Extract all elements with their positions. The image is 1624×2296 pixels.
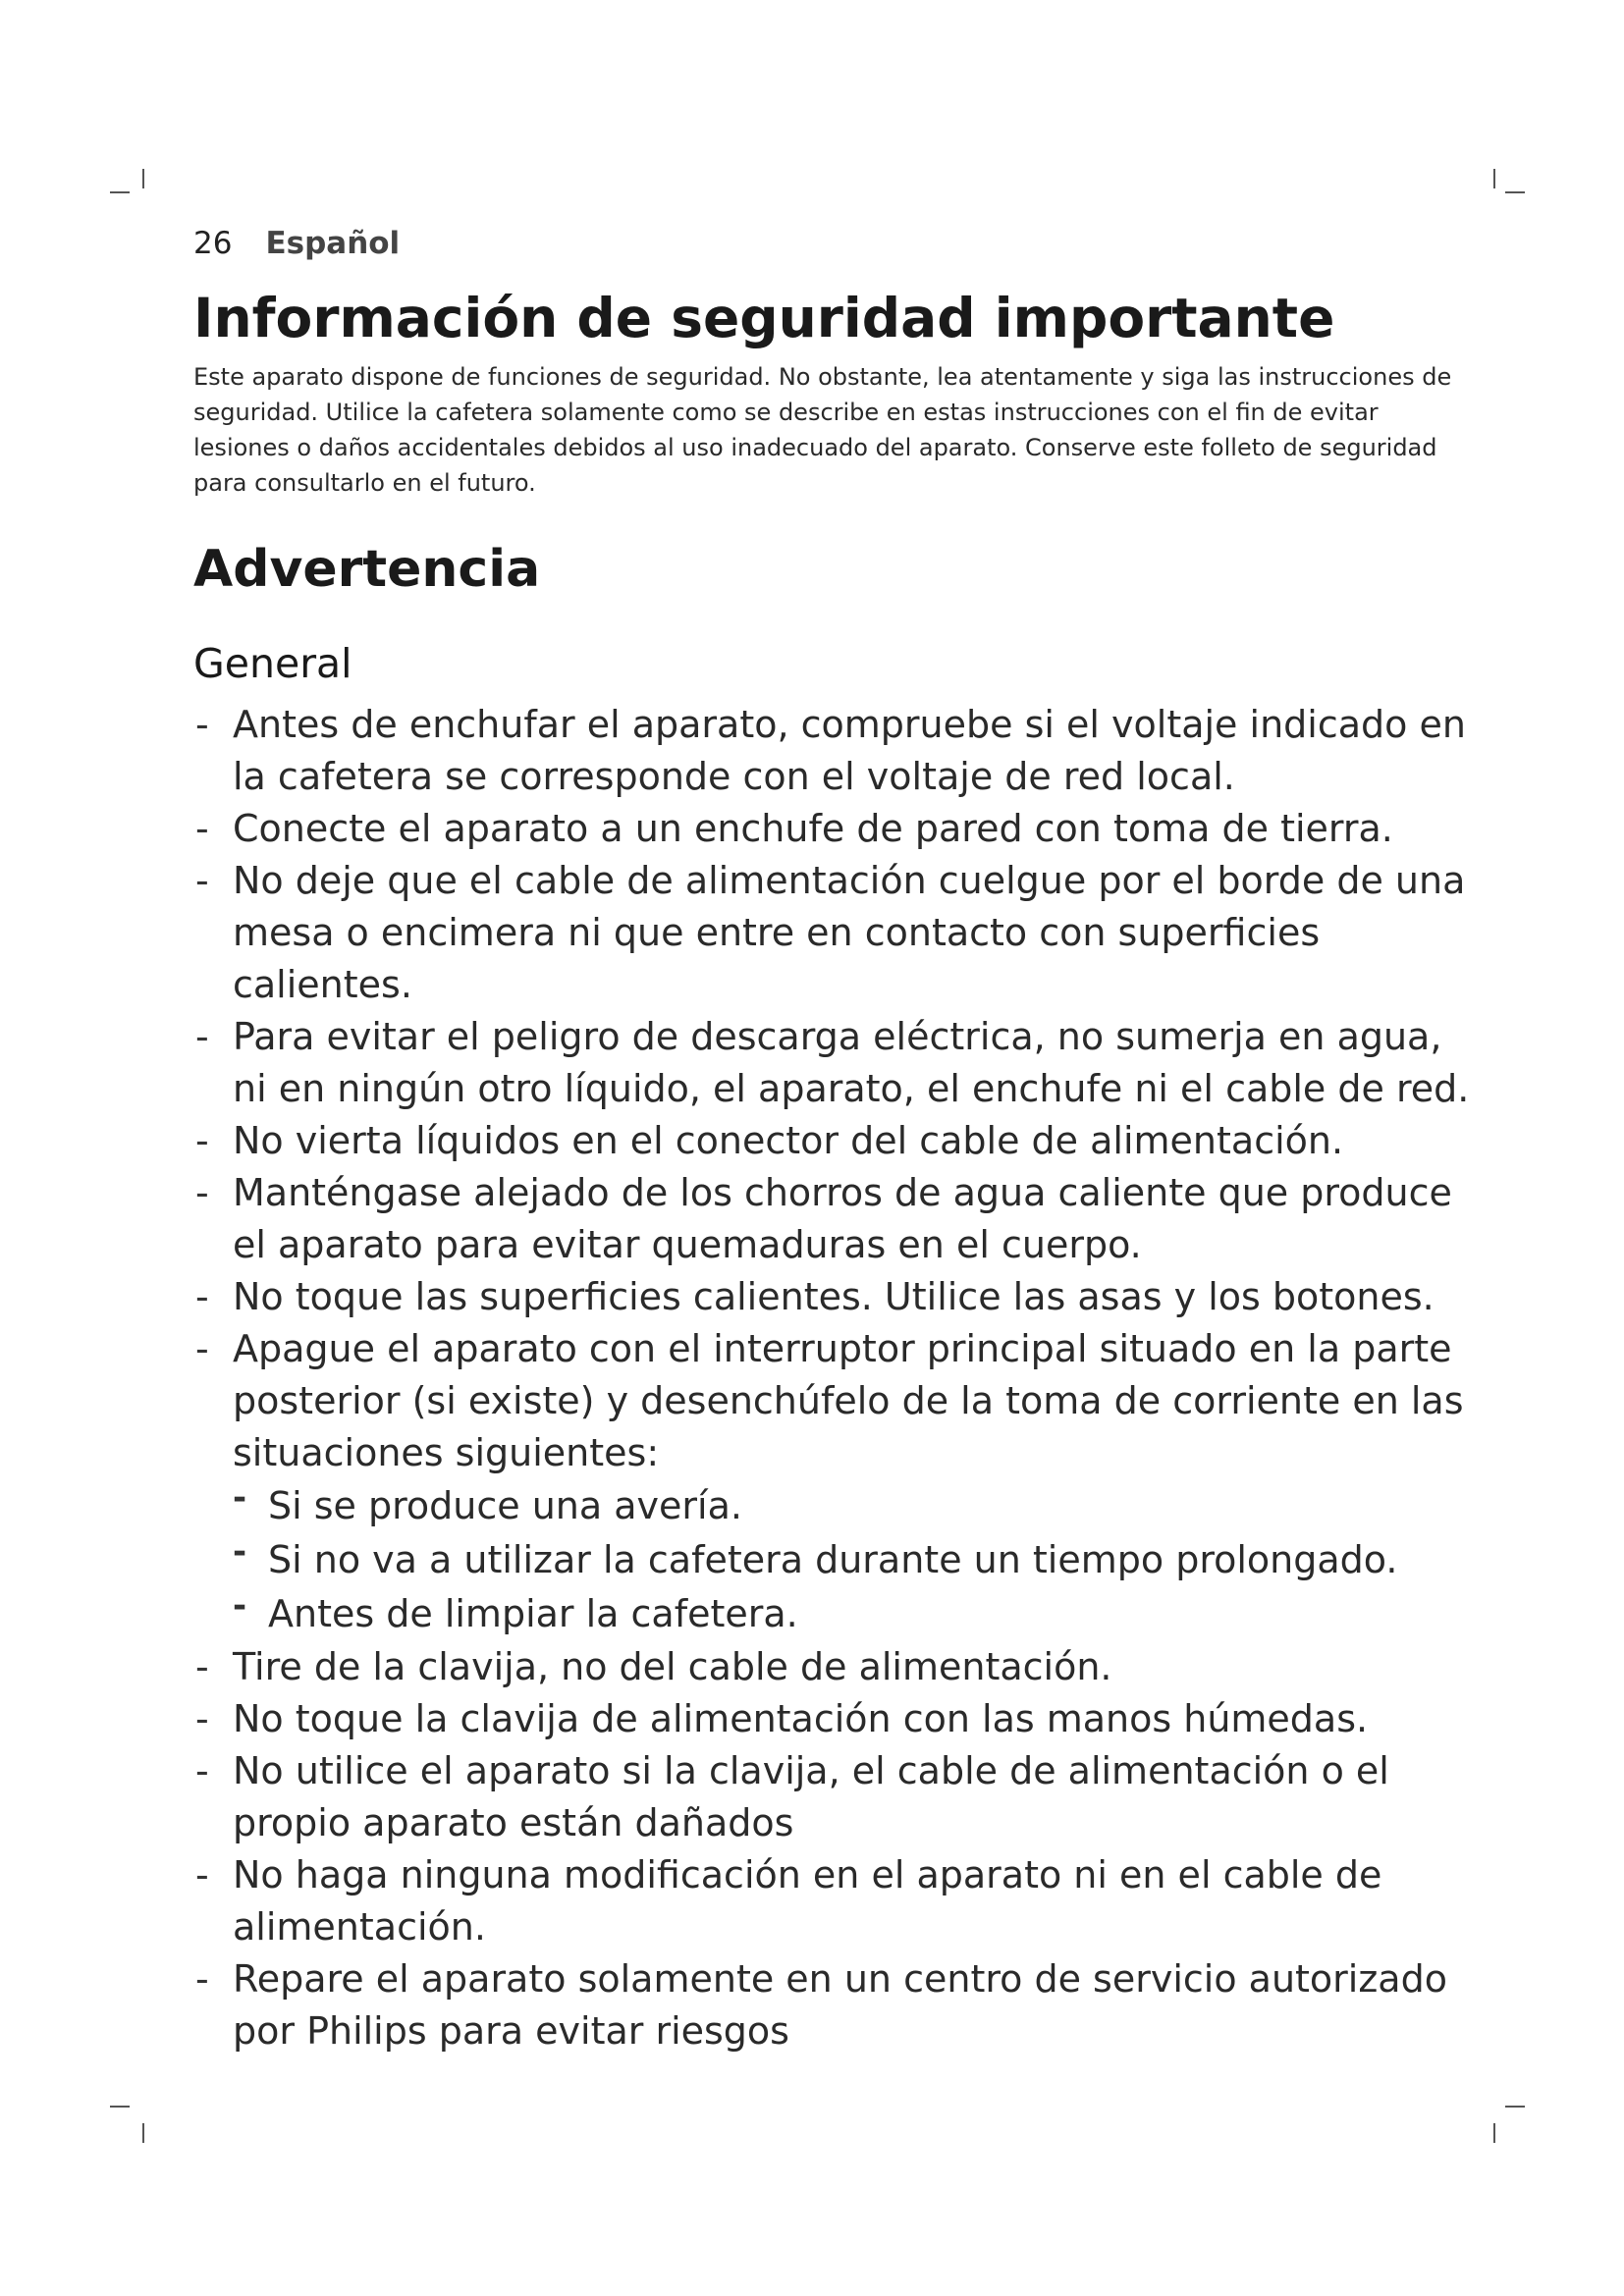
crop-mark-bottom-left-v [142, 2123, 144, 2143]
list-item: - Conecte el aparato a un enchufe de pared con toma de tierra. [193, 803, 1470, 855]
list-item: - Antes de enchufar el aparato, compruebe si el voltaje indicado en la cafetera se corresponde con el voltaje de red local. [193, 699, 1470, 803]
sub-list-container [193, 1479, 1470, 1641]
warning-list [193, 699, 1470, 2057]
list-item: - No vierta líquidos en el conector del cable de alimentación. [193, 1115, 1470, 1167]
list-item: - No toque las superficies calientes. Utilice las asas y los botones. [193, 1271, 1470, 1323]
list-item: - Tire de la clavija, no del cable de alimentación. [193, 1641, 1470, 1693]
list-item: - No utilice el aparato si la clavija, el cable de alimentación o el propio aparato están dañados [193, 1745, 1470, 1849]
page-header [193, 226, 400, 261]
language-label: Español [265, 226, 401, 261]
crop-mark-bottom-right-v [1493, 2123, 1495, 2143]
warning-title: Advertencia [193, 540, 541, 599]
crop-mark-top-left-h [110, 191, 130, 193]
safety-intro: Este aparato dispone de funciones de seguridad. No obstante, lea atentamente y siga las instrucciones de seguridad. Utilice la cafetera solamente como se describe en estas instrucciones con el fin de evitar lesiones o daños accidentales debidos al uso inadecuado del aparato. Conserve este folleto de seguridad para consultarlo en el futuro. [193, 363, 1452, 497]
crop-mark-bottom-right-h [1505, 2106, 1525, 2108]
safety-title: Información de seguridad importante [193, 287, 1335, 349]
list-item: - Repare el aparato solamente en un centro de servicio autorizado por Philips para evitar riesgos [193, 1953, 1470, 2057]
sub-list-item: - Antes de limpiar la cafetera. [233, 1587, 1470, 1641]
crop-mark-top-right-h [1505, 191, 1525, 193]
page-number: 26 [193, 226, 233, 261]
sub-list-item: - Si se produce una avería. [233, 1479, 1470, 1533]
sub-list [233, 1479, 1470, 1641]
sub-list-item: - Si no va a utilizar la cafetera durante un tiempo prolongado. [233, 1533, 1470, 1587]
general-section-title: General [193, 640, 352, 687]
list-item: - No deje que el cable de alimentación cuelgue por el borde de una mesa o encimera ni que entre en contacto con superficies calientes. [193, 855, 1470, 1011]
list-item: - Apague el aparato con el interruptor principal situado en la parte posterior (si existe) y desenchúfelo de la toma de corriente en las situaciones siguientes: [193, 1323, 1470, 1479]
crop-mark-top-left-v [142, 169, 144, 188]
list-item: - Para evitar el peligro de descarga eléctrica, no sumerja en agua, ni en ningún otro líquido, el aparato, el enchufe ni el cable de red. [193, 1011, 1470, 1115]
crop-mark-top-right-v [1493, 169, 1495, 188]
list-item: - No toque la clavija de alimentación con las manos húmedas. [193, 1693, 1470, 1745]
list-item: - Manténgase alejado de los chorros de agua caliente que produce el aparato para evitar quemaduras en el cuerpo. [193, 1167, 1470, 1271]
crop-mark-bottom-left-h [110, 2106, 130, 2108]
list-item: - No haga ninguna modificación en el aparato ni en el cable de alimentación. [193, 1849, 1470, 1953]
